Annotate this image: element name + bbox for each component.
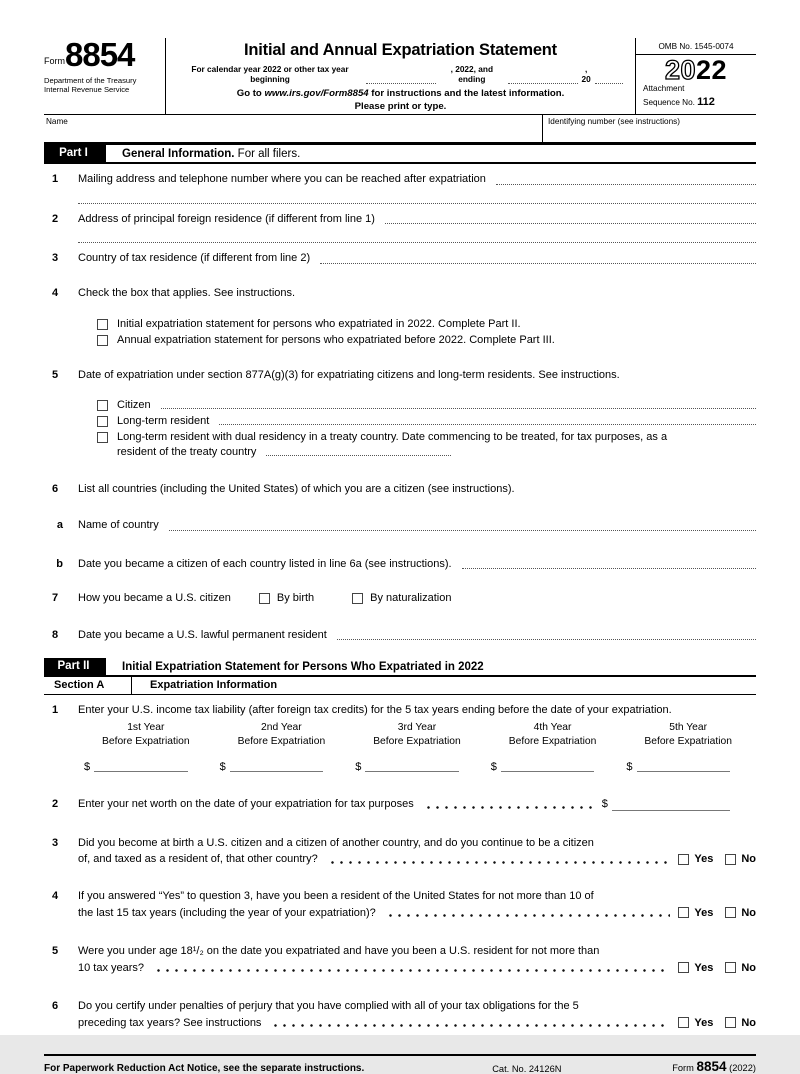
part2-line-6-certify [44, 999, 756, 1030]
dual-residency-label-line2: resident of the treaty country [117, 445, 257, 458]
net-worth-field[interactable] [612, 810, 730, 811]
long-term-resident-option [97, 415, 756, 427]
line-3-yes-no [678, 852, 756, 867]
by-birth-option [259, 591, 314, 606]
line-8-text: Date you became a U.S. lawful permanent resident [78, 628, 327, 641]
line-2-text: Address of principal foreign residence (if different from line 1) [78, 212, 375, 225]
line-number: 4 [51, 286, 59, 299]
line-letter: a [56, 519, 63, 532]
part2-line-5-under-age [44, 944, 756, 975]
year-col-5: 5th Year Before Expatriation [644, 721, 732, 747]
paperwork-notice: For Paperwork Reduction Act Notice, see the separate instructions. [44, 1063, 365, 1074]
dollar-sign: $ [490, 761, 497, 774]
part2-line-6-text2: preceding tax years? See instructions [78, 1016, 262, 1029]
initial-statement-checkbox[interactable] [97, 319, 108, 330]
identifying-number-label: Identifying number (see instructions) [548, 117, 680, 126]
permanent-resident-date-field[interactable] [337, 639, 756, 640]
part1-bar [44, 145, 756, 164]
citizen-option [97, 399, 756, 411]
line-5-no-checkbox[interactable] [725, 962, 736, 973]
line-3-text: Country of tax residence (if different from line 2) [78, 252, 311, 265]
tax-liability-amount-row [78, 761, 756, 773]
line-4-yes-no [678, 906, 756, 921]
yes-label: Yes [694, 853, 714, 866]
dot-leader [386, 914, 671, 917]
part2-line-3-dual-citizen [44, 836, 756, 867]
dot-leader [328, 861, 671, 864]
treaty-country-date-field[interactable] [266, 455, 451, 456]
mailing-address-field-line2[interactable] [78, 203, 756, 204]
line-6-text: List all countries (including the United States) of which you are a citizen (see instructions). [78, 482, 515, 495]
yes-label: Yes [694, 961, 714, 974]
tax-liability-year1-field[interactable] [94, 771, 187, 772]
part2-line-1-text: Enter your U.S. income tax liability (after foreign tax credits) for the 5 tax years ending before the date of your expatriation. [78, 704, 672, 717]
print-or-type-note: Please print or type. [354, 101, 447, 112]
form-word: Form [44, 55, 65, 66]
footer-form-number: 8854 [696, 1059, 727, 1074]
part2-line-4-us-resident [44, 889, 756, 920]
irs-url: www.irs.gov/Form8854 [264, 88, 369, 99]
name-identity-row [44, 115, 756, 145]
tax-liability-year4-field[interactable] [501, 771, 594, 772]
line-6b-text: Date you became a citizen of each country listed in line 6a (see instructions). [78, 557, 452, 570]
dollar-sign: $ [84, 761, 91, 774]
dual-residency-checkbox[interactable] [97, 432, 108, 443]
catalog-number: Cat. No. 24126N [492, 1064, 562, 1074]
line-number: 4 [51, 890, 59, 902]
part2-heading: Initial Expatriation Statement for Persons Who Expatriated in 2022 [122, 661, 484, 674]
long-term-resident-label: Long-term resident [117, 414, 210, 427]
year-bold: 22 [696, 55, 728, 85]
line-number: 3 [51, 836, 59, 849]
tax-year-2022 [636, 56, 756, 84]
attachment-word: Attachment [643, 84, 685, 94]
page-footer [44, 1054, 756, 1074]
calendar-pre: For calendar year 2022 or other tax year beginning [191, 64, 349, 84]
line-number: 1 [51, 704, 59, 717]
line-6b-citizen-date [44, 557, 756, 572]
name-field[interactable] [44, 115, 542, 142]
part1-label: Part I [44, 145, 106, 162]
year-column-headers [78, 721, 756, 749]
dollar-sign: $ [355, 761, 362, 774]
footer-form-word: Form [672, 1063, 697, 1074]
yes-label: Yes [694, 1016, 714, 1029]
line-3-no-checkbox[interactable] [725, 854, 736, 865]
part2-label: Part II [44, 658, 106, 675]
part2-line-2-text: Enter your net worth on the date of your expatriation for tax purposes [78, 798, 414, 811]
part2-line-5-text1: Were you under age 18¹/₂ on the date you expatriated and have you been a U.S. resident for not more than [78, 945, 600, 958]
year-outline: 20 [664, 55, 696, 85]
goto-line [176, 88, 625, 99]
sequence-number: 112 [697, 96, 715, 108]
line-number: 2 [51, 798, 59, 811]
no-label: No [741, 961, 756, 974]
sequence-word: Sequence No. [643, 98, 698, 107]
part2-line-3-text2: of, and taxed as a resident of, that other country? [78, 853, 318, 866]
section-a-heading: Expatriation Information [150, 679, 278, 692]
line-number: 3 [51, 252, 59, 265]
part2-bar [44, 658, 756, 677]
line-6-countries [44, 482, 756, 497]
part1-heading: General Information. [122, 148, 235, 160]
tax-year-end-yy-field[interactable] [595, 75, 623, 84]
dual-residency-label-line1: Long-term resident with dual residency in a treaty country. Date commencing to be treated, for tax purposes, as a [117, 430, 668, 443]
dollar-sign: $ [626, 761, 633, 774]
line-7-how-citizen [44, 591, 756, 606]
initial-statement-option [97, 318, 756, 330]
by-birth-checkbox[interactable] [259, 593, 270, 604]
line-4-no-checkbox[interactable] [725, 907, 736, 918]
line-8-permanent-resident [44, 628, 756, 643]
dollar-sign: $ [601, 798, 608, 811]
line-letter: b [56, 557, 63, 570]
part2-line-6-text1: Do you certify under penalties of perjury that you have complied with all of your tax obligations for the 5 [78, 1000, 579, 1013]
line-number: 8 [51, 628, 59, 641]
goto-post: for instructions and the latest information. [368, 88, 565, 99]
part2-line-1-tax-liability [44, 703, 756, 718]
year-col-1: 1st Year Before Expatriation [102, 721, 190, 747]
line-4-text: Check the box that applies. See instructions. [78, 286, 296, 299]
annual-statement-label: Annual expatriation statement for persons who expatriated before 2022. Complete Part III. [117, 334, 555, 347]
line-3-yes-checkbox[interactable] [678, 854, 689, 865]
line-2-foreign-residence [44, 212, 756, 227]
dot-leader [271, 1024, 670, 1027]
no-label: No [741, 906, 756, 919]
form-title-block [166, 38, 636, 114]
footer-form-year: (2022) [726, 1063, 756, 1074]
long-term-resident-checkbox[interactable] [97, 416, 108, 427]
line-5-expatriation-date [44, 368, 756, 383]
yes-label: Yes [694, 906, 714, 919]
line-number: 6 [51, 482, 59, 495]
long-term-resident-date-field[interactable] [219, 424, 756, 425]
identifying-number-field[interactable] [542, 115, 756, 142]
line-4-check-box [44, 286, 756, 301]
line-1-text: Mailing address and telephone number where you can be reached after expatriation [78, 173, 486, 185]
part1-heading-rest: For all filers. [234, 148, 301, 160]
citizenship-date-field[interactable] [462, 568, 756, 569]
dot-leader [154, 969, 670, 972]
line-number: 7 [51, 592, 59, 605]
attachment-sequence [636, 84, 756, 111]
line-number: 5 [51, 369, 59, 382]
annual-statement-checkbox[interactable] [97, 335, 108, 346]
form-footer-id [672, 1059, 756, 1074]
section-a-label: Section A [44, 677, 132, 694]
part2-line-4-text1: If you answered “Yes” to question 3, have you been a resident of the United States for not more than 10 of [78, 890, 594, 902]
form-number: 8854 [65, 36, 135, 73]
line-5-text: Date of expatriation under section 877A(g)(3) for expatriating citizens and long-term residents. See instructions. [78, 369, 620, 382]
line-number: 1 [51, 173, 59, 185]
country-name-field[interactable] [169, 530, 756, 531]
line-4-yes-checkbox[interactable] [678, 907, 689, 918]
line-6a-country-name [44, 518, 756, 533]
tax-year-begin-field[interactable] [366, 75, 436, 84]
form-id-block [44, 38, 166, 114]
line-3-tax-residence [44, 251, 756, 266]
year-col-4: 4th Year Before Expatriation [508, 721, 597, 747]
line-6-yes-checkbox[interactable] [678, 1017, 689, 1028]
citizen-date-field[interactable] [161, 408, 756, 409]
dept-irs: Internal Revenue Service [44, 85, 130, 95]
by-naturalization-label: By naturalization [370, 592, 452, 605]
form-header [44, 38, 756, 115]
goto-pre: Go to [236, 88, 265, 99]
annual-statement-option [97, 334, 756, 346]
tax-liability-year3-field[interactable] [365, 771, 458, 772]
line-7-text: How you became a U.S. citizen [78, 592, 231, 605]
dept-treasury: Department of the Treasury [44, 75, 137, 85]
line-1-mailing-address [44, 172, 756, 187]
calendar-end: , 20 [581, 64, 591, 84]
line-5-yes-checkbox[interactable] [678, 962, 689, 973]
dollar-sign: $ [219, 761, 226, 774]
calendar-year-line [176, 64, 625, 84]
by-birth-label: By birth [276, 592, 315, 605]
section-a-bar [44, 677, 756, 695]
foreign-residence-field-line2[interactable] [78, 242, 756, 243]
line-6a-text: Name of country [78, 519, 159, 532]
part2-line-3-text1: Did you become at birth a U.S. citizen and a citizen of another country, and do you continue to be a citizen [78, 836, 594, 849]
citizen-checkbox[interactable] [97, 400, 108, 411]
no-label: No [741, 1016, 756, 1029]
dot-leader [424, 806, 594, 809]
tax-liability-year5-field[interactable] [637, 771, 730, 772]
year-col-2: 2nd Year Before Expatriation [237, 721, 326, 747]
omb-number: OMB No. 1545-0074 [636, 38, 756, 55]
part2-line-4-text2: the last 15 tax years (including the year of your expatriation)? [78, 906, 376, 919]
tax-year-end-field[interactable] [508, 75, 578, 84]
form-title: Initial and Annual Expatriation Statement [244, 41, 557, 59]
initial-statement-label: Initial expatriation statement for persons who expatriated in 2022. Complete Part II. [117, 318, 521, 331]
line-5-yes-no [678, 961, 756, 976]
line-6-no-checkbox[interactable] [725, 1017, 736, 1028]
foreign-residence-field[interactable] [385, 223, 756, 224]
omb-year-block [636, 38, 756, 114]
line-number: 2 [51, 212, 59, 225]
line-number: 5 [51, 945, 59, 958]
part2-line-5-text2: 10 tax years? [78, 961, 145, 974]
line-number: 6 [51, 1000, 59, 1013]
tax-liability-year2-field[interactable] [230, 771, 323, 772]
citizen-label: Citizen [117, 398, 151, 411]
name-label: Name [46, 117, 68, 126]
no-label: No [741, 853, 756, 866]
dual-residency-option [97, 431, 756, 458]
calendar-mid: , 2022, and ending [450, 64, 494, 84]
year-col-3: 3rd Year Before Expatriation [373, 721, 461, 747]
mailing-address-field[interactable] [496, 184, 756, 185]
part2-line-2-net-worth [44, 797, 756, 812]
line-6-yes-no [678, 1016, 756, 1031]
by-naturalization-option [352, 591, 451, 606]
tax-residence-country-field[interactable] [320, 263, 756, 264]
by-naturalization-checkbox[interactable] [352, 593, 363, 604]
